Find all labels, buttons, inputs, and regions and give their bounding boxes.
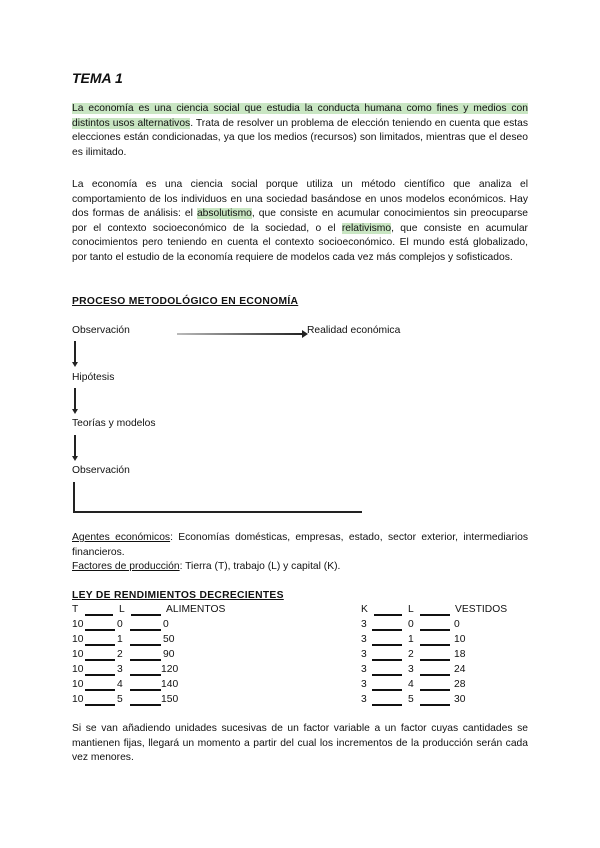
row-dash <box>85 674 115 676</box>
method-text-2: , que consiste en acumular conocimientos sin preocuparse por el contexto socioeconómico de la sociedad, o el <box>72 208 528 234</box>
agentes-text: : Economías domésticas, empresas, estado, sector exterior, intermediarios financieros. <box>72 532 528 558</box>
ley-heading: LEY DE RENDIMIENTOS DECRECIENTES <box>72 590 284 601</box>
row-dash <box>130 659 161 661</box>
row-dash <box>372 659 402 661</box>
row-dash <box>372 644 402 646</box>
cell-l: 1 <box>408 634 414 645</box>
intro-paragraph <box>72 102 528 160</box>
header-l: L <box>408 604 414 615</box>
cell-alimentos: 50 <box>163 634 175 645</box>
cell-l: 4 <box>408 679 414 690</box>
feedback-line-vertical <box>73 482 75 512</box>
cell-k: 3 <box>361 649 367 660</box>
header-dash <box>420 614 450 616</box>
relativismo-highlight: relativismo <box>341 222 392 234</box>
cell-t: 10 <box>72 619 84 630</box>
arrow-down-1 <box>74 341 76 363</box>
header-t: T <box>72 604 79 615</box>
arrow-down-3 <box>74 435 76 457</box>
intro-rest: . Trata de resolver un problema de elección teniendo en cuenta que estas elecciones están condicionadas, ya que los medios (recursos) son limitados, mientras que el deseo es ilimitado. <box>72 117 528 158</box>
method-text-3: , que consiste en acumular conocimientos pero teniendo en cuenta el contexto socioeconómico. El mundo está globalizado, por tanto el estudio de la economía requiere de modelos cada vez más complejos y sofisticados. <box>72 222 528 263</box>
cell-l: 2 <box>117 649 123 660</box>
step-hipotesis: Hipótesis <box>72 372 115 383</box>
cell-t: 10 <box>72 634 84 645</box>
header-alimentos: ALIMENTOS <box>166 604 226 615</box>
arrowhead-down-3 <box>72 456 78 461</box>
absolutismo-highlight: absolutismo <box>196 208 252 220</box>
step-teorias: Teorías y modelos <box>72 418 156 429</box>
row-dash <box>420 659 450 661</box>
header-l: L <box>119 604 125 615</box>
page-title: TEMA 1 <box>72 70 123 86</box>
row-dash <box>130 704 161 706</box>
cell-k: 3 <box>361 619 367 630</box>
cell-t: 10 <box>72 694 84 705</box>
cell-alimentos: 150 <box>161 694 179 705</box>
cell-vestidos: 30 <box>454 694 466 705</box>
cell-l: 0 <box>408 619 414 630</box>
row-dash <box>85 659 115 661</box>
agentes-paragraph <box>72 531 528 560</box>
cell-l: 3 <box>408 664 414 675</box>
row-dash <box>130 674 161 676</box>
cell-l: 2 <box>408 649 414 660</box>
cell-l: 4 <box>117 679 123 690</box>
header-dash <box>85 614 113 616</box>
row-dash <box>372 629 402 631</box>
cell-l: 5 <box>408 694 414 705</box>
cell-alimentos: 90 <box>163 649 175 660</box>
cell-l: 3 <box>117 664 123 675</box>
row-dash <box>372 704 402 706</box>
agentes-label: Agentes económicos <box>72 532 171 543</box>
row-dash <box>130 644 161 646</box>
header-dash <box>374 614 402 616</box>
cell-vestidos: 0 <box>454 619 460 630</box>
row-dash <box>130 629 161 631</box>
row-dash <box>372 689 402 691</box>
feedback-line-horizontal <box>73 511 362 513</box>
cell-vestidos: 24 <box>454 664 466 675</box>
cell-vestidos: 18 <box>454 649 466 660</box>
arrow-to-realidad <box>177 333 303 335</box>
realidad-economica: Realidad económica <box>307 325 401 336</box>
cell-l: 0 <box>117 619 123 630</box>
factores-label: Factores de producción <box>72 561 180 572</box>
arrowhead-down-1 <box>72 362 78 367</box>
cell-k: 3 <box>361 634 367 645</box>
definition-highlight: La economía es una ciencia social que estudia la conducta humana como fines y medios con distintos usos alternativos <box>72 103 528 129</box>
cell-k: 3 <box>361 664 367 675</box>
cell-vestidos: 28 <box>454 679 466 690</box>
row-dash <box>85 644 115 646</box>
cell-alimentos: 0 <box>163 619 169 630</box>
header-k: K <box>361 604 368 615</box>
cell-t: 10 <box>72 679 84 690</box>
factores-paragraph <box>72 560 528 575</box>
factores-text: : Tierra (T), trabajo (L) y capital (K). <box>179 561 341 572</box>
row-dash <box>420 629 450 631</box>
row-dash <box>420 704 450 706</box>
row-dash <box>85 629 115 631</box>
step-observacion-2: Observación <box>72 465 130 476</box>
header-dash <box>131 614 161 616</box>
cell-k: 3 <box>361 679 367 690</box>
row-dash <box>372 674 402 676</box>
arrow-down-2 <box>74 388 76 410</box>
cell-alimentos: 120 <box>161 664 179 675</box>
step-observacion-1: Observación <box>72 325 130 336</box>
row-dash <box>420 674 450 676</box>
row-dash <box>420 689 450 691</box>
method-paragraph <box>72 178 528 266</box>
cell-l: 1 <box>117 634 123 645</box>
row-dash <box>420 644 450 646</box>
cell-t: 10 <box>72 649 84 660</box>
cell-l: 5 <box>117 694 123 705</box>
header-vestidos: VESTIDOS <box>455 604 508 615</box>
cell-vestidos: 10 <box>454 634 466 645</box>
cell-alimentos: 140 <box>161 679 179 690</box>
cell-t: 10 <box>72 664 84 675</box>
conclusion-paragraph: Si se van añadiendo unidades sucesivas de un factor variable a un factor cuyas cantidades se mantienen fijas, llegará un momento a partir del cual los incrementos de la producción serán cada vez menores. <box>72 723 528 764</box>
row-dash <box>85 689 115 691</box>
row-dash <box>85 704 115 706</box>
proceso-heading: PROCESO METODOLÓGICO EN ECONOMÍA <box>72 296 299 307</box>
arrowhead-down-2 <box>72 409 78 414</box>
method-text-1: La economía es una ciencia social porque utiliza un método científico que analiza el comportamiento de los individuos en una sociedad basándose en unos modelos económicos. Hay dos formas de análisis: el <box>72 179 528 220</box>
cell-k: 3 <box>361 694 367 705</box>
row-dash <box>130 689 161 691</box>
